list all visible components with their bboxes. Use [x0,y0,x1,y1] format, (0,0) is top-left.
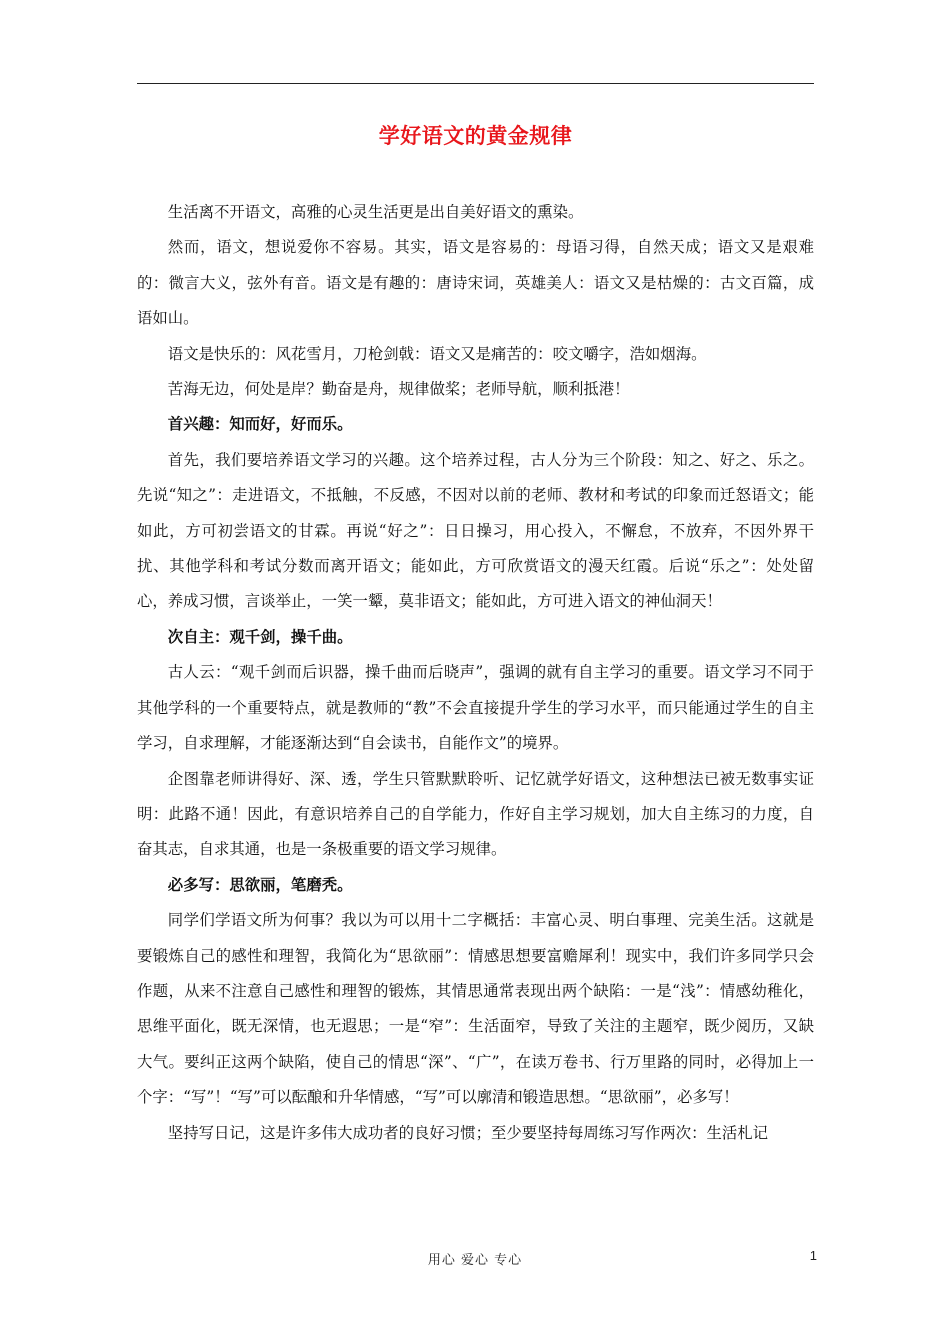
body-paragraph: 古人云：“观千剑而后识器，操千曲而后晓声”，强调的就有自主学习的重要。语文学习不同于其他学科的一个重要特点，就是教师的“教”不会直接提升学生的学习水平，而只能通过学生的自主学习，自求理解，才能逐渐达到“自会读书，自能作文”的境界。 [137,663,814,753]
page-number: 1 [809,1248,817,1263]
document-body [137,195,814,1151]
body-paragraph: 坚持写日记，这是许多伟大成功者的良好习惯；至少要坚持每周练习写作两次：生活札记 [167,1123,769,1142]
body-paragraph: 同学们学语文所为何事？我以为可以用十二字概括：丰富心灵、明白事理、完美生活。这就是要锻炼自己的感性和理智，我简化为“思欲丽”：情感思想要富赡犀利！现实中，我们许多同学只会作题，从来不注意自己感性和理智的锻炼，其情思通常表现出两个缺陷：一是“浅”：情感幼稚化，思维平面化，既无深情，也无遐思；一是“窄”：生活面窄，导致了关注的主题窄，既少阅历，又缺大气。要纠正这两个缺陷，使自己的情思“深”、“广”，在读万卷书、行万里路的同时，必得加上一个字：“写”！“写”可以酝酿和升华情感，“写”可以廓清和锻造思想。“思欲丽”，必多写！ [137,911,814,1107]
body-paragraph: 苦海无边，何处是岸？勤奋是舟，规律做桨；老师导航，顺利抵港！ [167,380,630,399]
body-paragraph: 语文是快乐的：风花雪月，刀枪剑戟：语文又是痛苦的：咬文嚼字，浩如烟海。 [167,344,707,363]
header-rule [137,83,814,84]
footer-motto: 用心 爱心 专心 [427,1253,523,1268]
section-heading: 必多写：思欲丽，笔磨秃。 [167,875,353,894]
document-title: 学好语文的黄金规律 [378,123,573,148]
section-heading: 次自主：观千剑，操千曲。 [167,627,353,646]
body-paragraph: 然而，语文，想说爱你不容易。其实，语文是容易的：母语习得，自然天成；语文又是艰难的：微言大义，弦外有音。语文是有趣的：唐诗宋词，英雄美人：语文又是枯燥的：古文百篇，成语如山。 [137,238,814,328]
section-heading: 首兴趣：知而好，好而乐。 [167,415,353,434]
body-paragraph: 企图靠老师讲得好、深、透，学生只管默默聆听、记忆就学好语文，这种想法已被无数事实证明：此路不通！因此，有意识培养自己的自学能力，作好自主学习规划，加大自主练习的力度，自奋其志，自求其通，也是一条极重要的语文学习规律。 [137,769,814,859]
body-paragraph: 首先，我们要培养语文学习的兴趣。这个培养过程，古人分为三个阶段：知之、好之、乐之。先说“知之”：走进语文，不抵触，不反感，不因对以前的老师、教材和考试的印象而迁怒语文；能如此，方可初尝语文的甘霖。再说“好之”：日日操习，用心投入，不懈怠，不放弃，不因外界干扰、其他学科和考试分数而离开语文；能如此，方可欣赏语文的漫天红霞。后说“乐之”：处处留心，养成习惯，言谈举止，一笑一颦，莫非语文；能如此，方可进入语文的神仙洞天！ [137,450,814,611]
body-paragraph: 生活离不开语文，高雅的心灵生活更是出自美好语文的熏染。 [167,203,584,221]
